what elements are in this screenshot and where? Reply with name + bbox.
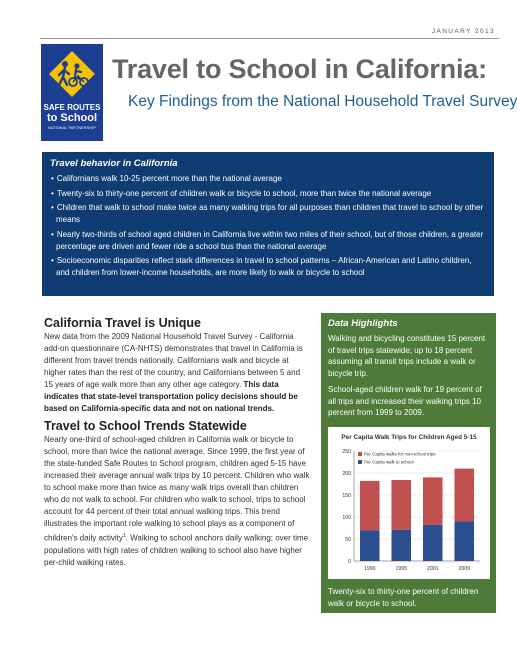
legend-swatch (358, 452, 362, 456)
bar-segment (423, 525, 443, 561)
section-body-unique (44, 331, 311, 415)
behavior-bullet: • Socioeconomic disparities reflect stark differences in travel to school patterns – African-American and Latino children, and children from lower-income households, are more likely to walk or bicycle to school (50, 255, 486, 279)
bar-segment (423, 477, 443, 525)
section-text: Nearly one-third of school-aged children in California walk or bicycle to school, more than twice the national average. Since 1999, the first year of the state-funded Safe Routes to School program, children aged 5-15 have increased their average annual walk trips by 10 percent. Children who walk to school make more than twice as many walk trips overall than children who do not walk to school. For children who walk to school, trips to school account for 44 percent of their total annual walking trips. This trend illustrates the important role walking to school plays as a component of children's daily activity (44, 435, 310, 543)
y-tick-label: 150 (342, 493, 351, 499)
main-column (44, 316, 311, 569)
highlight-paragraph: Walking and bicycling constitutes 15 percent of travel trips statewide; up to 18 percent assuming all transit trips include a walk or bicycle trip. (328, 334, 486, 378)
legend-label: Per Capita walks for non-school trips (364, 451, 436, 457)
section-heading-trends: Travel to School Trends Statewide (44, 419, 247, 433)
logo-line-3: NATIONAL PARTNERSHIP (48, 126, 96, 130)
behavior-bullet: • Nearly two-thirds of school aged children in California live within two miles of their school, but of those children, a greater percentage are driven and fewer ride a school bus than the national average (50, 229, 486, 253)
bar-segment (360, 530, 380, 561)
bar-segment (454, 469, 474, 522)
bar-segment (360, 481, 380, 530)
section-text: . Walking to school anchors daily walking; over time populations with high rates of children walking to school also have higher per-child walking rates. (44, 533, 309, 567)
x-tick-label: 1995 (395, 566, 408, 572)
y-tick-label: 0 (348, 559, 351, 565)
bar-segment (454, 521, 474, 561)
legend-swatch (358, 460, 362, 464)
bar-segment (391, 530, 411, 561)
legend-label: Per Capita walk to school (364, 459, 414, 465)
behavior-bullet: • Twenty-six to thirty-one percent of children walk or bicycle to school, more than twice the national average (50, 188, 486, 200)
behavior-callout (42, 152, 494, 296)
section-heading-unique: California Travel is Unique (44, 316, 201, 330)
behavior-bullet: • Children that walk to school make twice as many walking trips for all purposes than children that travel to school by other means (50, 202, 486, 226)
y-tick-label: 100 (342, 515, 351, 521)
x-tick-label: 2001 (426, 566, 439, 572)
x-tick-label: 2009 (458, 566, 471, 572)
page-subtitle: Key Findings from the National Household Travel Survey (128, 93, 517, 110)
logo-line-2: to School (46, 112, 98, 124)
chart-title: Per Capita Walk Trips for Children Aged 5-15 (341, 434, 477, 441)
logo-line-1: SAFE ROUTES (43, 103, 101, 112)
top-rule (40, 38, 499, 39)
behavior-heading: Travel behavior in California (50, 158, 178, 169)
highlights-heading: Data Highlights (328, 318, 398, 329)
footnote-marker: 1 (122, 533, 126, 539)
y-tick-label: 200 (342, 471, 351, 477)
walking-children-sign-icon (46, 48, 98, 100)
data-highlights-sidebar (321, 313, 496, 613)
chart-svg (328, 427, 490, 579)
behavior-bullet: • Californians walk 10-25 percent more than the national average (50, 173, 486, 185)
bar-segment (391, 480, 411, 530)
highlight-footer: Twenty-six to thirty-one percent of children walk or bicycle to school. (328, 587, 479, 608)
y-tick-label: 50 (345, 537, 351, 543)
x-tick-label: 1990 (363, 566, 376, 572)
section-body-trends (44, 434, 311, 569)
issue-date: JANUARY 2013 (431, 28, 495, 35)
srts-logo (41, 44, 103, 141)
section-bold-text: This data indicates that state-level transportation policy decisions should be based on California-specific data and not on national trends. (44, 380, 298, 413)
page-title: Travel to School in California: (112, 54, 487, 84)
highlight-paragraph: School-aged children walk for 19 percent of all trips and increased their walking trips 10 percent from 1999 to 2009. (328, 385, 482, 417)
walk-trips-chart (328, 427, 490, 579)
y-tick-label: 250 (342, 449, 351, 455)
behavior-list (50, 173, 486, 279)
section-text: New data from the 2009 National Household Travel Survey - California add-on questionnaire (CA-NHTS) demonstrates that travel in California is different from travel trends nationally. Californians walk and bicycle at higher rates than the rest of the country, and Californians between 5 and 15 years of age walk more than any other age category. (44, 332, 303, 389)
